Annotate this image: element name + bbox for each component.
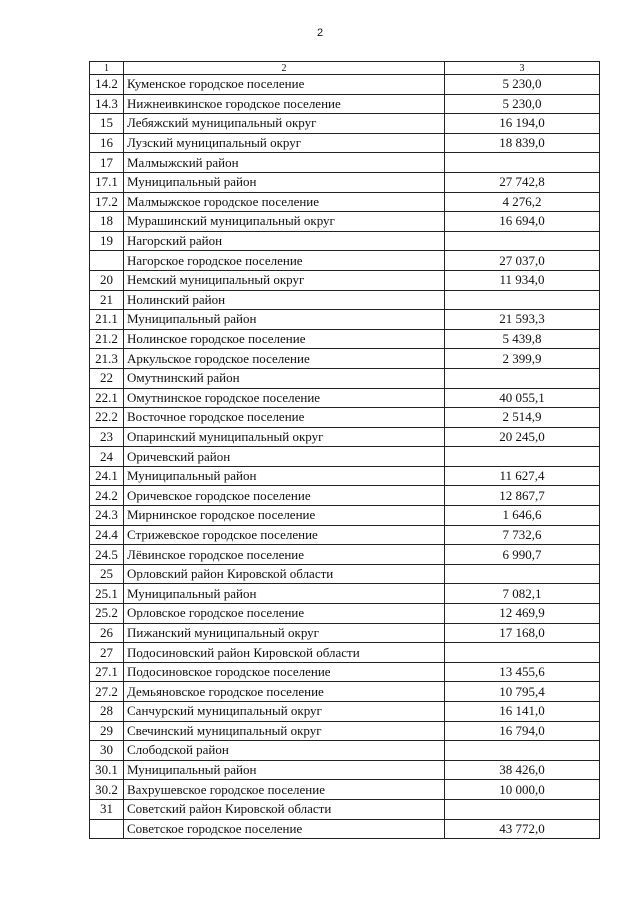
- row-value-cell: 5 230,0: [445, 94, 600, 114]
- row-name-cell: Оричевское городское поселение: [124, 486, 445, 506]
- row-number-cell: 27.2: [90, 682, 124, 702]
- row-name-cell: Лузский муниципальный округ: [124, 133, 445, 153]
- table-row: [90, 760, 600, 780]
- row-value-cell: [445, 447, 600, 467]
- row-name-cell: Вахрушевское городское поселение: [124, 780, 445, 800]
- row-number-cell: 22.1: [90, 388, 124, 408]
- table-row: [90, 780, 600, 800]
- table-body: [90, 62, 600, 839]
- table-row: [90, 153, 600, 173]
- row-name-cell: Подосиновское городское поселение: [124, 662, 445, 682]
- table-row: [90, 466, 600, 486]
- row-number-cell: 14.2: [90, 75, 124, 95]
- row-name-cell: Нагорский район: [124, 231, 445, 251]
- table-row: [90, 584, 600, 604]
- row-value-cell: 5 230,0: [445, 75, 600, 95]
- row-name-cell: Аркульское городское поселение: [124, 349, 445, 369]
- table-row: [90, 721, 600, 741]
- row-number-cell: 14.3: [90, 94, 124, 114]
- row-number-cell: 16: [90, 133, 124, 153]
- row-name-cell: Омутнинский район: [124, 368, 445, 388]
- row-name-cell: Мурашинский муниципальный округ: [124, 212, 445, 232]
- table-row: [90, 388, 600, 408]
- column-number-row: [90, 62, 600, 75]
- table-row: [90, 329, 600, 349]
- page-number: 2: [316, 27, 324, 39]
- row-value-cell: [445, 290, 600, 310]
- row-number-cell: 17.2: [90, 192, 124, 212]
- row-number-cell: 27.1: [90, 662, 124, 682]
- table-row: [90, 447, 600, 467]
- row-value-cell: 11 934,0: [445, 270, 600, 290]
- row-number-cell: 17.1: [90, 172, 124, 192]
- row-name-cell: Муниципальный район: [124, 310, 445, 330]
- row-number-cell: 27: [90, 643, 124, 663]
- row-value-cell: 10 795,4: [445, 682, 600, 702]
- table-row: [90, 623, 600, 643]
- table-row: [90, 212, 600, 232]
- row-name-cell: Малмыжский район: [124, 153, 445, 173]
- table-row: [90, 310, 600, 330]
- row-value-cell: [445, 231, 600, 251]
- row-value-cell: [445, 643, 600, 663]
- row-name-cell: Муниципальный район: [124, 172, 445, 192]
- row-value-cell: 4 276,2: [445, 192, 600, 212]
- row-value-cell: 16 794,0: [445, 721, 600, 741]
- row-value-cell: [445, 741, 600, 761]
- row-number-cell: 24.5: [90, 545, 124, 565]
- table-row: [90, 133, 600, 153]
- table-row: [90, 231, 600, 251]
- row-name-cell: Нолинское городское поселение: [124, 329, 445, 349]
- row-number-cell: 30.2: [90, 780, 124, 800]
- row-number-cell: 30.1: [90, 760, 124, 780]
- row-number-cell: 25: [90, 564, 124, 584]
- row-number-cell: 31: [90, 799, 124, 819]
- row-number-cell: 21.2: [90, 329, 124, 349]
- row-value-cell: 1 646,6: [445, 506, 600, 526]
- row-value-cell: 16 194,0: [445, 114, 600, 134]
- row-name-cell: Куменское городское поселение: [124, 75, 445, 95]
- row-value-cell: [445, 153, 600, 173]
- row-name-cell: Орловский район Кировской области: [124, 564, 445, 584]
- column-number-2: 2: [124, 62, 445, 75]
- row-value-cell: 27 037,0: [445, 251, 600, 271]
- row-name-cell: Нагорское городское поселение: [124, 251, 445, 271]
- row-value-cell: 11 627,4: [445, 466, 600, 486]
- row-name-cell: Муниципальный район: [124, 584, 445, 604]
- row-number-cell: 24.2: [90, 486, 124, 506]
- table-row: [90, 427, 600, 447]
- table-row: [90, 290, 600, 310]
- row-name-cell: Омутнинское городское поселение: [124, 388, 445, 408]
- row-number-cell: 24.3: [90, 506, 124, 526]
- row-name-cell: Немский муниципальный округ: [124, 270, 445, 290]
- row-name-cell: Муниципальный район: [124, 760, 445, 780]
- row-name-cell: Лебяжский муниципальный округ: [124, 114, 445, 134]
- row-number-cell: 20: [90, 270, 124, 290]
- row-name-cell: Пижанский муниципальный округ: [124, 623, 445, 643]
- row-value-cell: 12 867,7: [445, 486, 600, 506]
- row-number-cell: 22: [90, 368, 124, 388]
- row-value-cell: 2 514,9: [445, 408, 600, 428]
- table-row: [90, 192, 600, 212]
- table-row: [90, 682, 600, 702]
- row-number-cell: 21.1: [90, 310, 124, 330]
- row-value-cell: 16 694,0: [445, 212, 600, 232]
- table-row: [90, 251, 600, 271]
- table-row: [90, 604, 600, 624]
- row-number-cell: 18: [90, 212, 124, 232]
- row-name-cell: Нижнеивкинское городское поселение: [124, 94, 445, 114]
- table-row: [90, 741, 600, 761]
- table-row: [90, 270, 600, 290]
- row-name-cell: Подосиновский район Кировской области: [124, 643, 445, 663]
- row-value-cell: 5 439,8: [445, 329, 600, 349]
- row-number-cell: 23: [90, 427, 124, 447]
- table-row: [90, 114, 600, 134]
- row-value-cell: 10 000,0: [445, 780, 600, 800]
- table-row: [90, 94, 600, 114]
- row-name-cell: Оричевский район: [124, 447, 445, 467]
- row-name-cell: Опаринский муниципальный округ: [124, 427, 445, 447]
- table-row: [90, 799, 600, 819]
- row-name-cell: Малмыжское городское поселение: [124, 192, 445, 212]
- row-name-cell: Демьяновское городское поселение: [124, 682, 445, 702]
- row-name-cell: Муниципальный район: [124, 466, 445, 486]
- row-value-cell: 7 082,1: [445, 584, 600, 604]
- table-row: [90, 662, 600, 682]
- table-row: [90, 349, 600, 369]
- row-number-cell: 29: [90, 721, 124, 741]
- row-number-cell: 22.2: [90, 408, 124, 428]
- row-value-cell: 6 990,7: [445, 545, 600, 565]
- table-row: [90, 486, 600, 506]
- table-row: [90, 75, 600, 95]
- row-name-cell: Нолинский район: [124, 290, 445, 310]
- row-value-cell: [445, 564, 600, 584]
- table-row: [90, 564, 600, 584]
- row-value-cell: 2 399,9: [445, 349, 600, 369]
- row-value-cell: 12 469,9: [445, 604, 600, 624]
- row-number-cell: 30: [90, 741, 124, 761]
- row-number-cell: 21.3: [90, 349, 124, 369]
- row-name-cell: Лёвинское городское поселение: [124, 545, 445, 565]
- table-row: [90, 819, 600, 839]
- row-name-cell: Слободской район: [124, 741, 445, 761]
- row-number-cell: 24: [90, 447, 124, 467]
- row-number-cell: 15: [90, 114, 124, 134]
- table-row: [90, 368, 600, 388]
- row-value-cell: 13 455,6: [445, 662, 600, 682]
- column-number-3: 3: [445, 62, 600, 75]
- table-row: [90, 525, 600, 545]
- row-name-cell: Санчурский муниципальный округ: [124, 702, 445, 722]
- row-value-cell: [445, 368, 600, 388]
- row-number-cell: 24.4: [90, 525, 124, 545]
- row-value-cell: 18 839,0: [445, 133, 600, 153]
- table-row: [90, 702, 600, 722]
- row-name-cell: Советское городское поселение: [124, 819, 445, 839]
- table-row: [90, 172, 600, 192]
- row-number-cell: 21: [90, 290, 124, 310]
- row-name-cell: Восточное городское поселение: [124, 408, 445, 428]
- row-name-cell: Свечинский муниципальный округ: [124, 721, 445, 741]
- row-value-cell: 43 772,0: [445, 819, 600, 839]
- row-number-cell: 28: [90, 702, 124, 722]
- row-name-cell: Стрижевское городское поселение: [124, 525, 445, 545]
- row-value-cell: 21 593,3: [445, 310, 600, 330]
- row-number-cell: 25.1: [90, 584, 124, 604]
- table-row: [90, 643, 600, 663]
- column-number-1: 1: [90, 62, 124, 75]
- row-value-cell: 7 732,6: [445, 525, 600, 545]
- row-name-cell: Мирнинское городское поселение: [124, 506, 445, 526]
- row-name-cell: Орловское городское поселение: [124, 604, 445, 624]
- row-number-cell: [90, 819, 124, 839]
- allocation-table: [89, 61, 600, 839]
- row-value-cell: [445, 799, 600, 819]
- row-number-cell: 25.2: [90, 604, 124, 624]
- table-row: [90, 506, 600, 526]
- row-value-cell: 20 245,0: [445, 427, 600, 447]
- row-value-cell: 38 426,0: [445, 760, 600, 780]
- row-number-cell: 26: [90, 623, 124, 643]
- row-number-cell: 19: [90, 231, 124, 251]
- table-row: [90, 408, 600, 428]
- table-row: [90, 545, 600, 565]
- row-number-cell: [90, 251, 124, 271]
- row-value-cell: 40 055,1: [445, 388, 600, 408]
- row-value-cell: 16 141,0: [445, 702, 600, 722]
- row-number-cell: 17: [90, 153, 124, 173]
- row-value-cell: 17 168,0: [445, 623, 600, 643]
- row-name-cell: Советский район Кировской области: [124, 799, 445, 819]
- row-value-cell: 27 742,8: [445, 172, 600, 192]
- row-number-cell: 24.1: [90, 466, 124, 486]
